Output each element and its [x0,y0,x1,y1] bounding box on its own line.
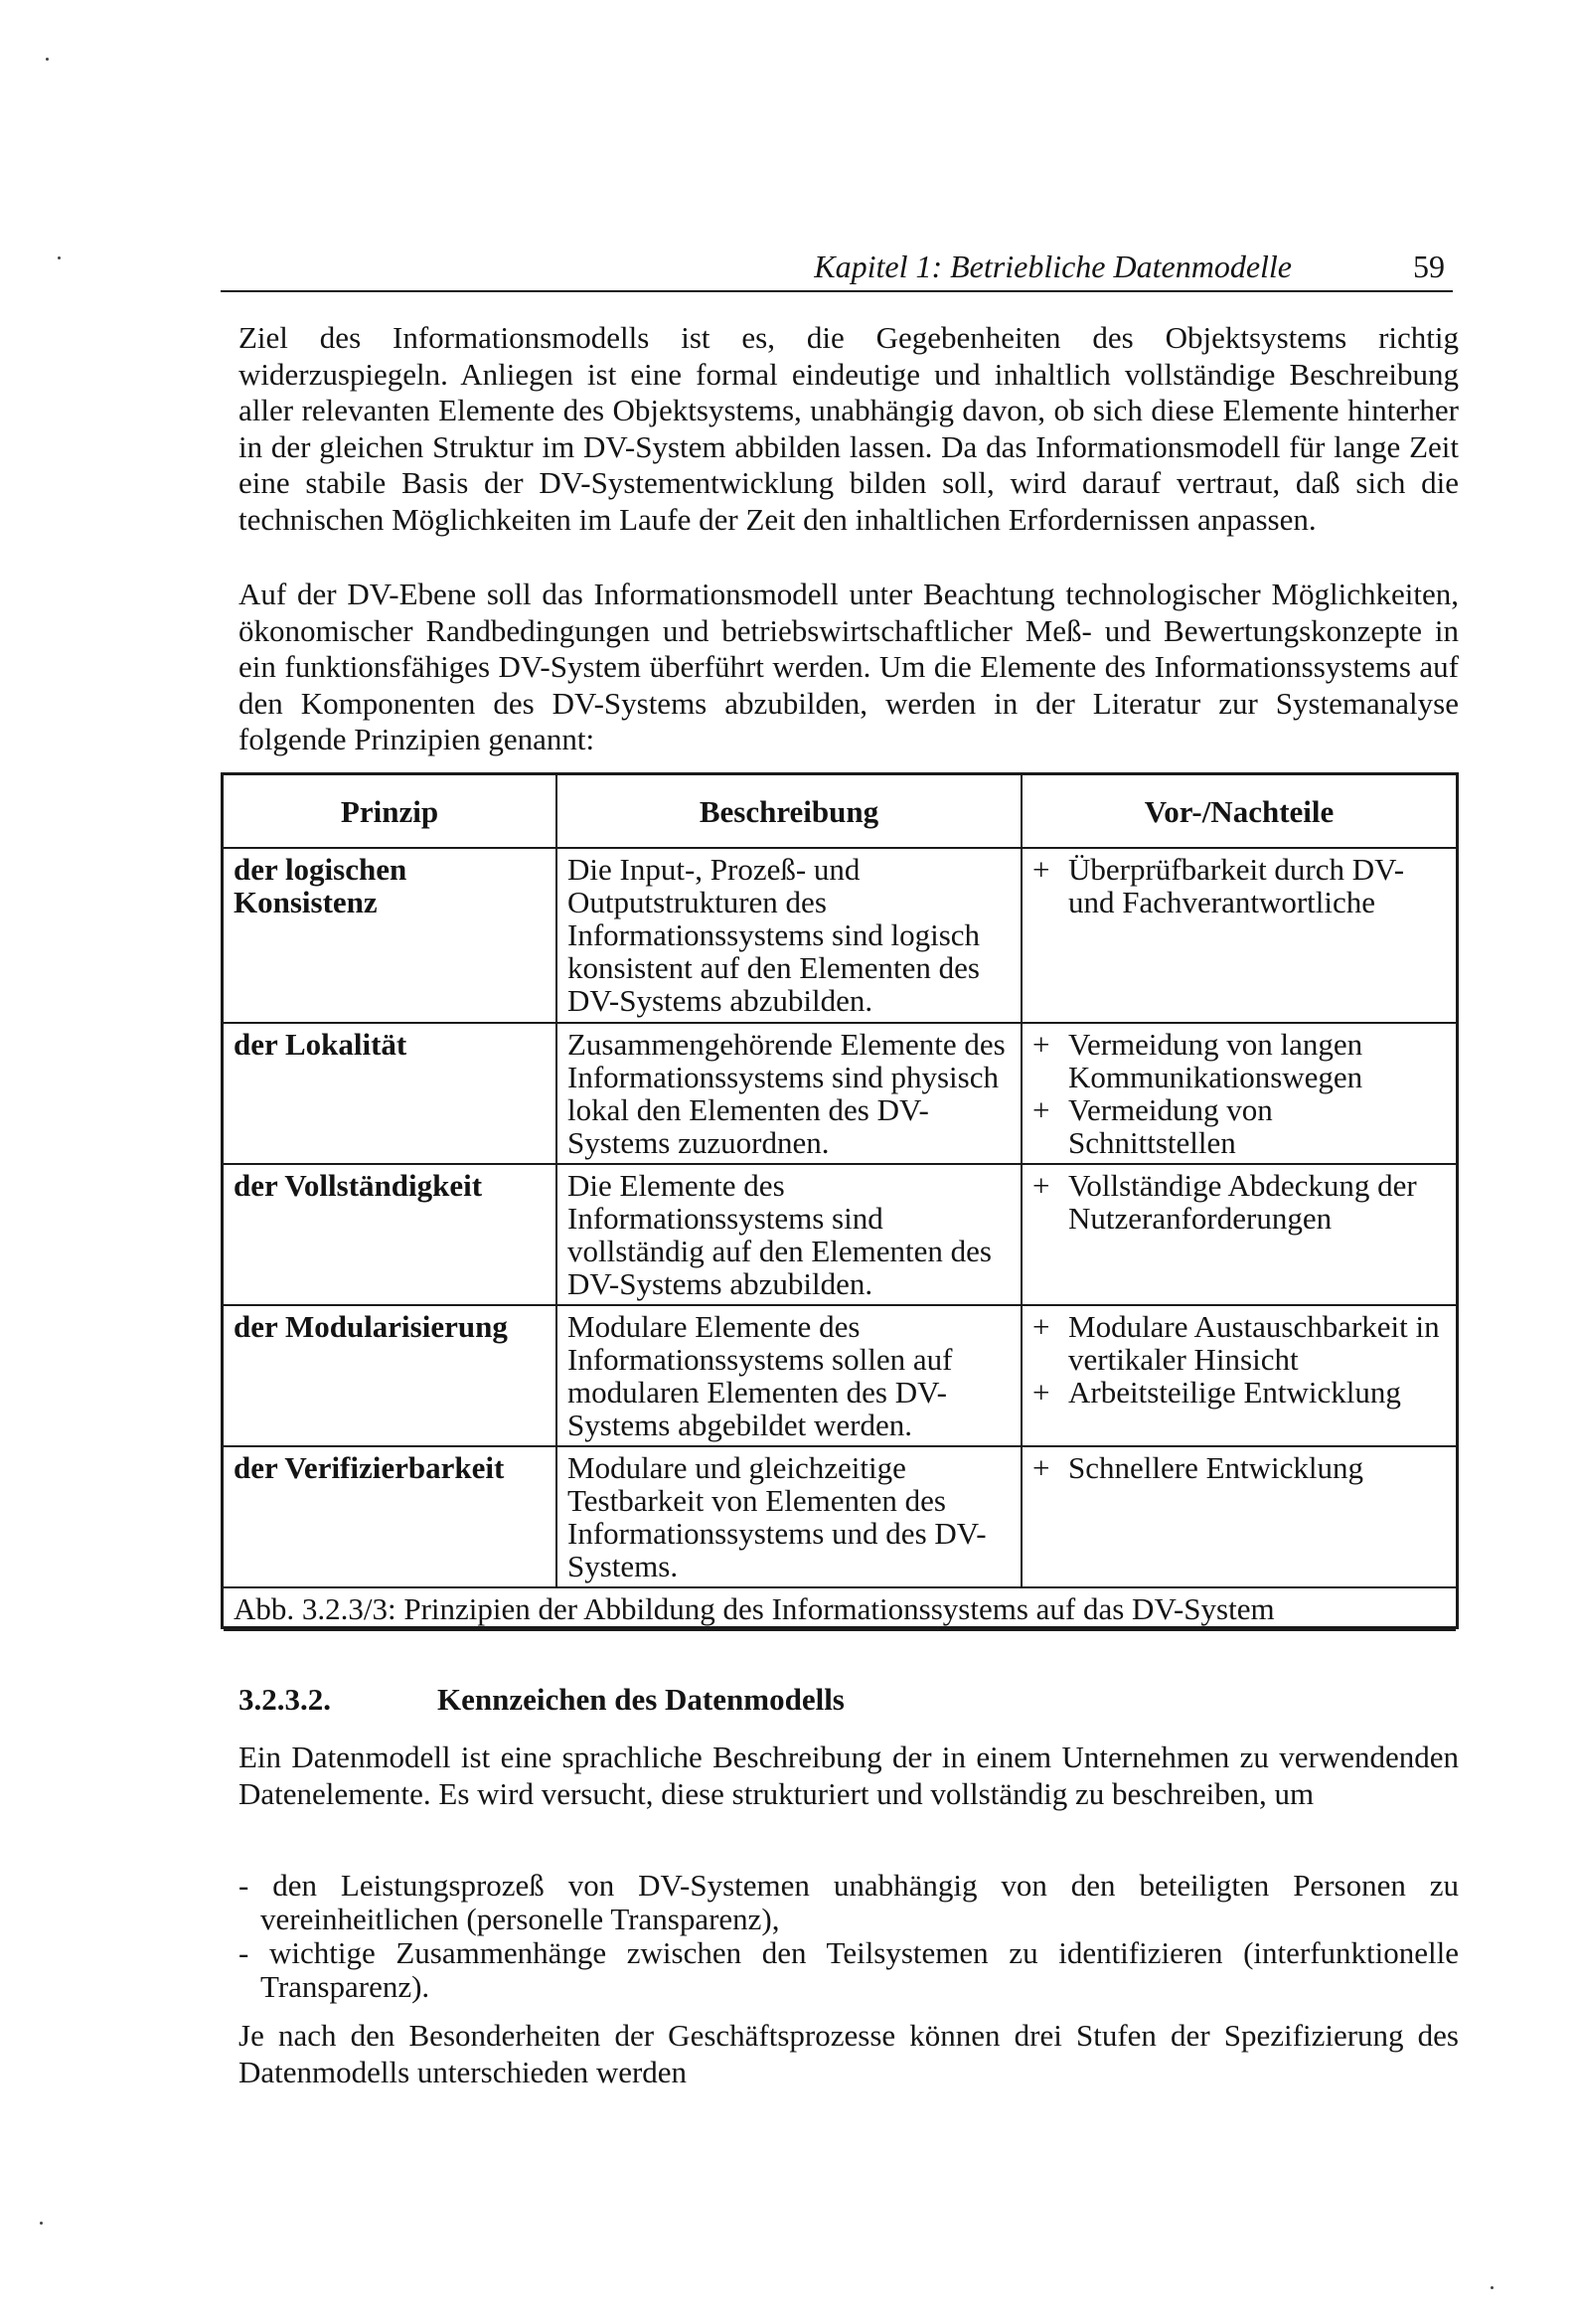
cell-beschreibung: Modulare Elemente des Informationssystems sollen auf modularen Elementen des DV-Systems abgebildet werden. [556,1305,1022,1446]
chapter-title: Kapitel 1: Betriebliche Datenmodelle [814,249,1292,284]
column-header-beschreibung: Beschreibung [556,775,1022,848]
bullet-list [238,1869,1459,2004]
scan-speck [46,58,49,61]
plus-sign: + [1032,1309,1050,1344]
table-row [224,1305,1456,1446]
running-header [221,247,1453,292]
cell-vorteile [1022,1164,1456,1305]
table-row [224,1446,1456,1587]
advantage-text: Vermeidung von langen Kommunikationswegen [1068,1027,1363,1094]
cell-beschreibung: Die Elemente des Informationssystems sind vollständig auf den Elementen des DV-Systems abzubilden. [556,1164,1022,1305]
advantage-text: Überprüfbarkeit durch DV- und Fachverantwortliche [1068,852,1405,919]
advantage-item [1032,1028,1446,1093]
cell-vorteile [1022,1305,1456,1446]
plus-sign: + [1032,852,1050,887]
cell-beschreibung: Die Input-, Prozeß- und Outputstrukturen des Informationssystems sind logisch konsistent auf den Elementen des DV-Systems abzubilden. [556,848,1022,1023]
section-number: 3.2.3.2. [238,1682,331,1717]
plus-sign: + [1032,1450,1050,1485]
advantage-item [1032,1310,1446,1376]
table-row [224,1164,1456,1305]
table-row [224,1023,1456,1164]
cell-beschreibung: Zusammengehörende Elemente des Informationssystems sind physisch lokal den Elementen des DV-Systems zuzuordnen. [556,1023,1022,1164]
advantage-item [1032,1093,1446,1159]
plus-sign: + [1032,1027,1050,1062]
figure-caption: Abb. 3.2.3/3: Prinzipien der Abbildung des Informationssystems auf das DV-System [224,1587,1456,1630]
advantage-text: Vermeidung von Schnittstellen [1068,1092,1273,1160]
table-row [224,848,1456,1023]
scan-speck [58,256,61,259]
table-header-row [224,775,1456,848]
advantage-item [1032,1376,1446,1409]
column-header-vor-nachteile: Vor-/Nachteile [1022,775,1456,848]
advantage-text: Arbeitsteilige Entwicklung [1068,1375,1401,1410]
principles-table-frame [221,772,1459,1629]
page-number: 59 [1413,249,1445,284]
paragraph-spezifizierungsstufen [238,2018,1459,2090]
cell-vorteile [1022,1023,1456,1164]
scan-speck [40,2222,43,2225]
advantage-text: Vollständige Abdeckung der Nutzeranforderungen [1068,1168,1417,1236]
paragraph-datenmodell-definition [238,1740,1459,1812]
advantage-text: Schnellere Entwicklung [1068,1450,1363,1485]
cell-prinzip: der Lokalität [224,1023,556,1164]
list-item [238,1936,1459,2004]
list-item-text: wichtige Zusammenhänge zwischen den Teilsystemen zu identifizieren (interfunktionelle Transparenz). [260,1935,1460,2004]
advantage-text: Modulare Austauschbarkeit in vertikaler Hinsicht [1068,1309,1440,1377]
column-header-prinzip: Prinzip [224,775,556,848]
cell-vorteile [1022,848,1456,1023]
paragraph-text: Ein Datenmodell ist eine sprachliche Beschreibung der in einem Unternehmen zu verwendenden Datenelemente. Es wird versucht, diese strukturiert und vollständig zu beschreiben, um [238,1740,1459,1811]
cell-prinzip: der logischen Konsistenz [224,848,556,1023]
scan-speck [1491,2286,1494,2289]
paragraph-text: Auf der DV-Ebene soll das Informationsmodell unter Beachtung technologischer Möglichkeiten, ökonomischer Randbedingungen und betriebswirtschaftlicher Meß- und Bewertungskonzepte in ein funktionsfähiges DV-System überführt werden. Um die Elemente des Informationssystems auf den Komponenten des DV-Systems abzubilden, werden in der Literatur zur Systemanalyse folgende Prinzipien genannt: [238,577,1459,756]
list-dash: - [238,1868,249,1903]
section-heading [238,1680,845,1720]
plus-sign: + [1032,1375,1050,1410]
advantage-item [1032,1451,1446,1484]
list-dash: - [238,1935,249,1970]
list-item [238,1869,1459,1936]
paragraph-text: Ziel des Informationsmodells ist es, die Gegebenheiten des Objektsystems richtig widerzuspiegeln. Anliegen ist eine formal eindeutige und inhaltlich vollständige Beschreibung aller relevanten Elemente des Objektsystems, unabhängig davon, ob sich diese Elemente hinterher in der gleichen Struktur im DV-System abbilden lassen. Da das Informationsmodell für lange Zeit eine stabile Basis der DV-Systementwicklung bilden soll, wird darauf vertraut, daß sich die technischen Möglichkeiten im Laufe der Zeit den inhaltlichen Erfordernissen anpassen. [238,320,1459,537]
table-caption-row [224,1587,1456,1630]
cell-beschreibung: Modulare und gleichzeitige Testbarkeit von Elementen des Informationssystems und des DV-Systems. [556,1446,1022,1587]
paragraph-informationsmodell-ziel [238,320,1459,538]
plus-sign: + [1032,1092,1050,1127]
plus-sign: + [1032,1168,1050,1203]
principles-table [224,775,1456,1631]
advantage-item [1032,1169,1446,1235]
paragraph-text: Je nach den Besonderheiten der Geschäftsprozesse können drei Stufen der Spezifizierung des Datenmodells unterschieden werden [238,2018,1459,2089]
cell-prinzip: der Modularisierung [224,1305,556,1446]
cell-vorteile [1022,1446,1456,1587]
section-title: Kennzeichen des Datenmodells [437,1682,845,1717]
list-item-text: den Leistungsprozeß von DV-Systemen unabhängig von den beteiligten Personen zu vereinheitlichen (personelle Transparenz), [260,1868,1460,1936]
cell-prinzip: der Verifizierbarkeit [224,1446,556,1587]
paragraph-dv-ebene [238,577,1459,758]
cell-prinzip: der Vollständigkeit [224,1164,556,1305]
advantage-item [1032,853,1446,918]
